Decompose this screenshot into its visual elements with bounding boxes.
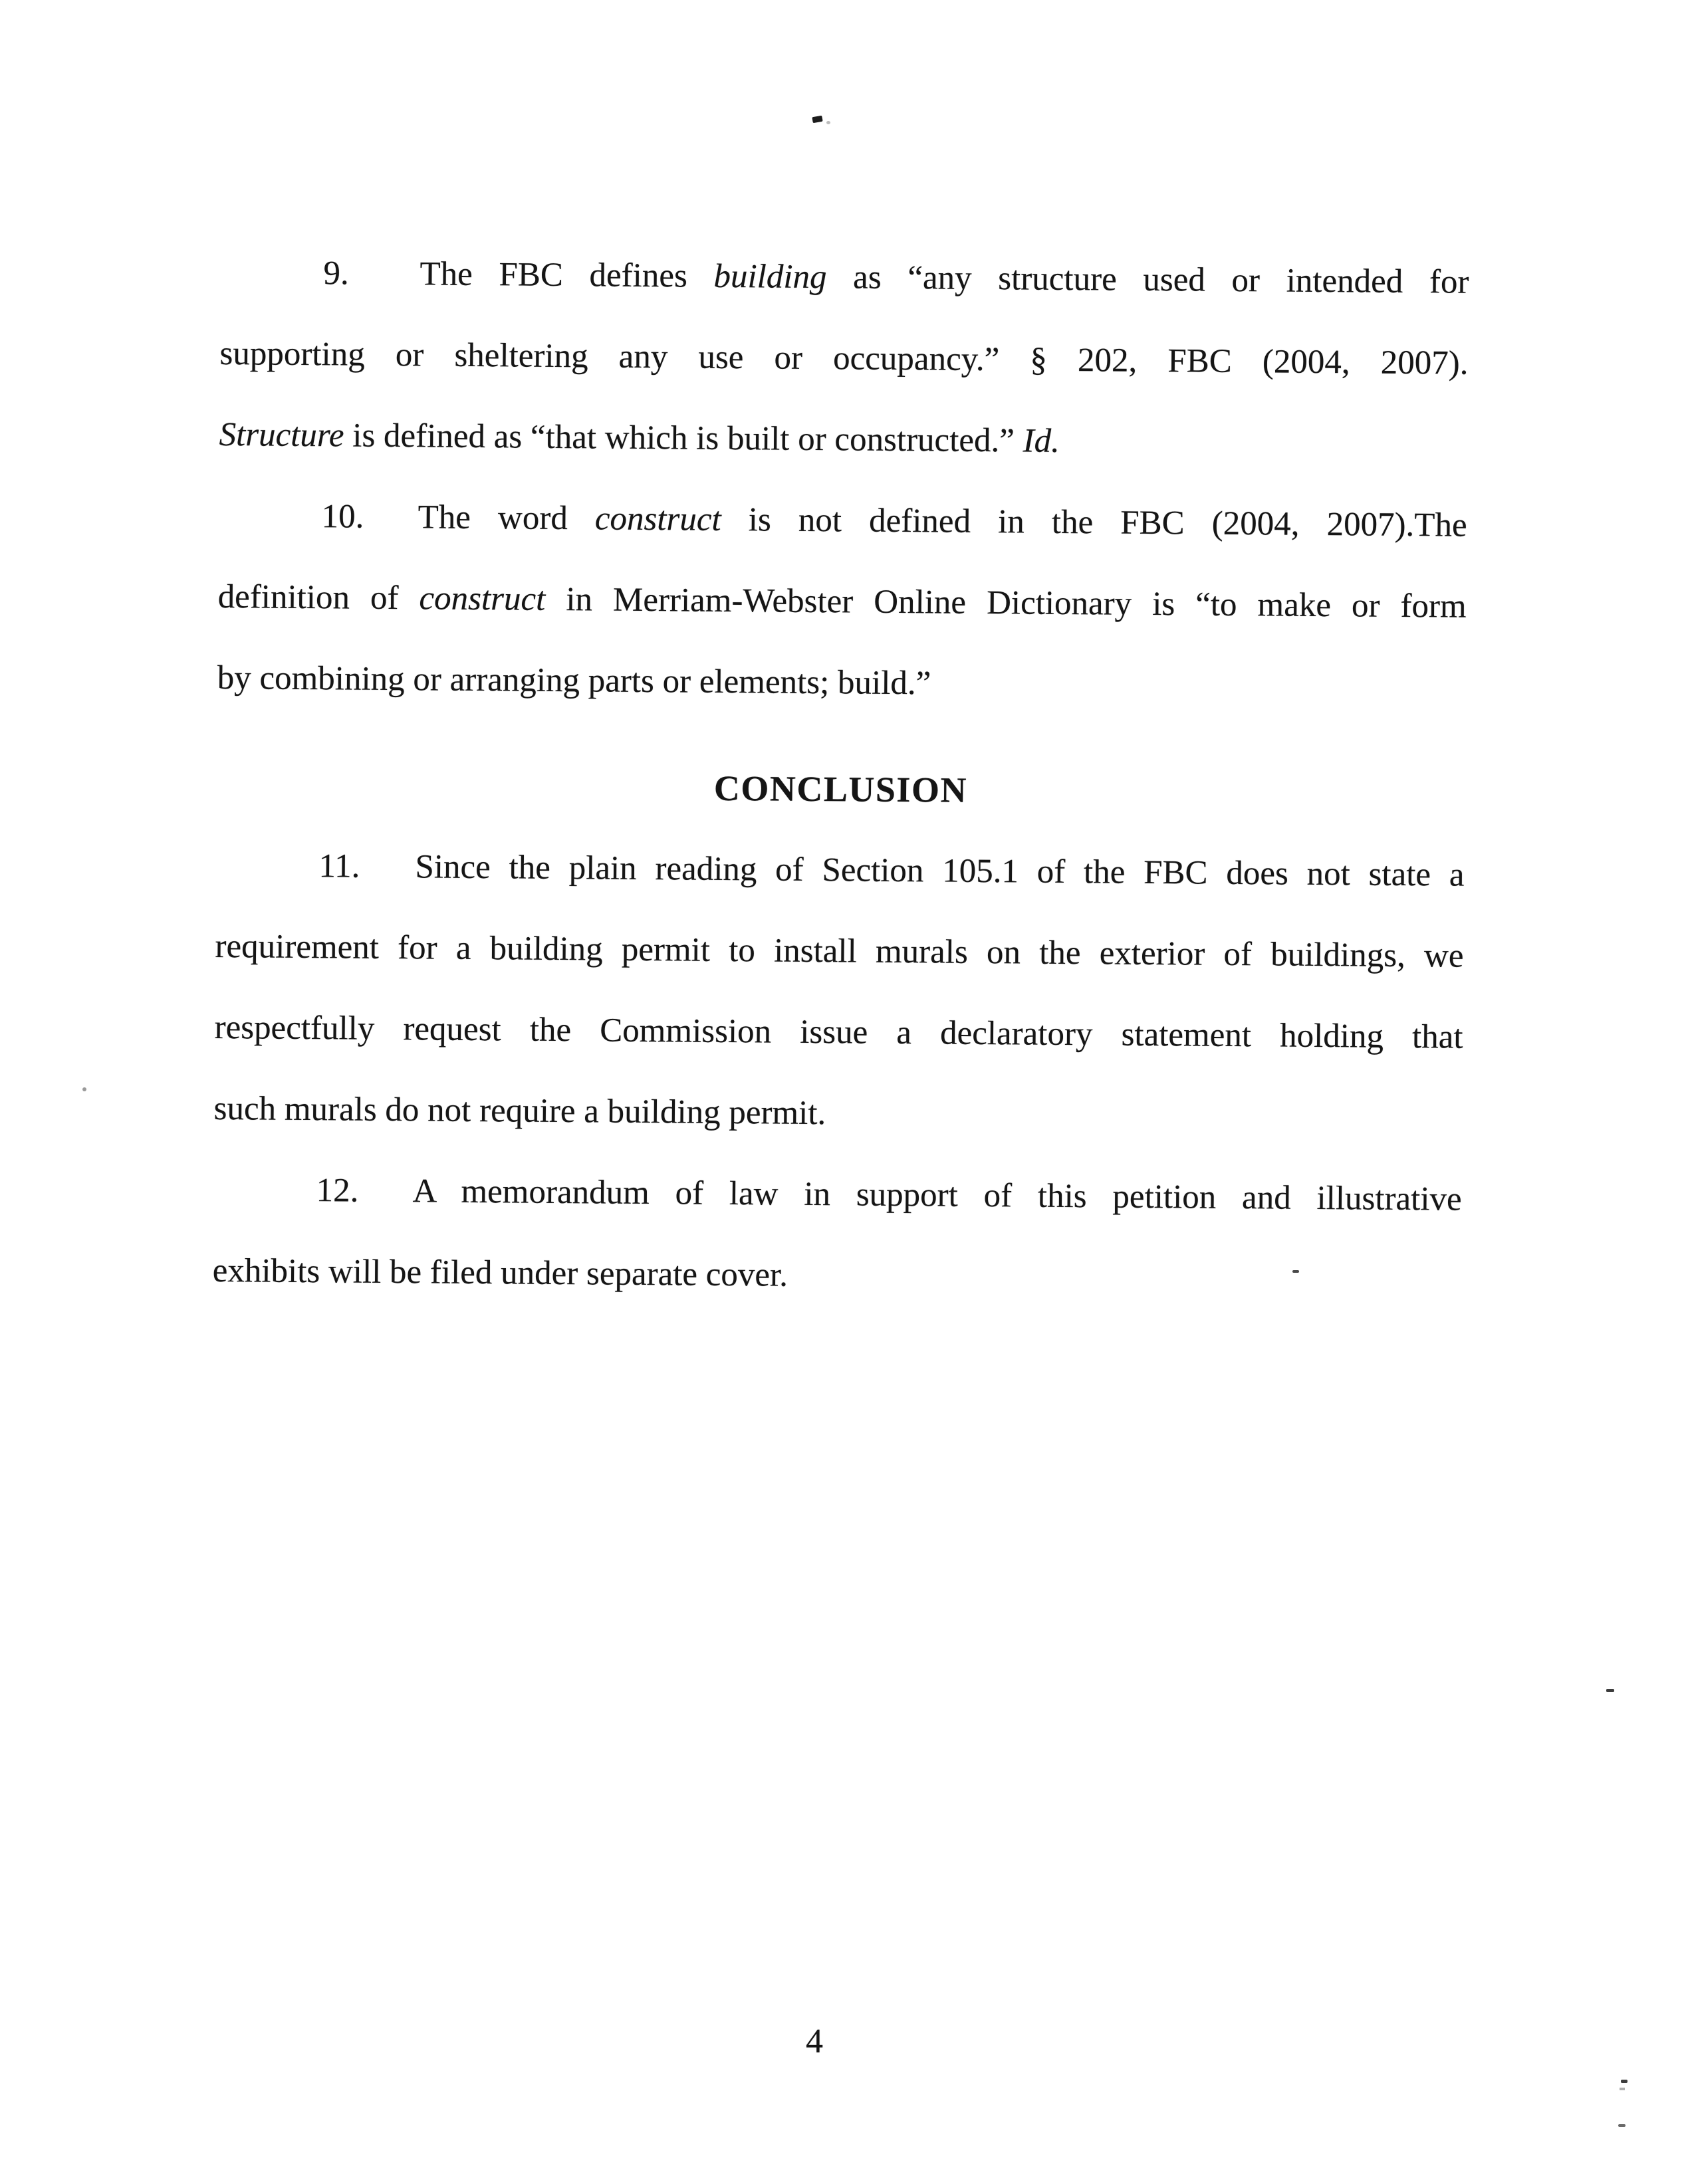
text-run: by combining or arranging parts or elements; build.” [217, 659, 931, 703]
text-run: The FBC defines [420, 255, 714, 295]
text-line [220, 232, 1469, 323]
paragraph-11 [213, 825, 1465, 1159]
text-run: is defined as “that which is built or constructed.” [344, 417, 1023, 460]
paragraph-number: 11. [318, 847, 360, 885]
page-number: 4 [806, 2022, 823, 2060]
text-run: A memorandum of law in support of this petition and illustrative [412, 1172, 1462, 1218]
text-run-italic: construct [419, 580, 546, 618]
paragraph-10 [217, 475, 1467, 728]
text-run: such murals do not require a building permit. [213, 1089, 826, 1133]
paragraph-number: 10. [321, 498, 364, 536]
conclusion-heading: CONCLUSION [713, 768, 968, 810]
text-run-italic: construct [594, 500, 721, 538]
text-line [213, 1149, 1462, 1240]
text-line [212, 1230, 1461, 1321]
text-run: requirement for a building permit to install murals on the exterior of buildings, we [215, 927, 1464, 975]
scan-speck [812, 116, 822, 123]
text-line [215, 825, 1465, 916]
scan-speck [1618, 2124, 1626, 2127]
text-line [217, 556, 1467, 647]
text-run: supporting or sheltering any use or occupancy.” § 202, FBC (2004, 2007). [219, 334, 1469, 382]
paragraph-12 [212, 1149, 1462, 1321]
scan-speck [1620, 2088, 1625, 2090]
paragraph-number: 9. [323, 255, 349, 292]
text-line [215, 906, 1464, 997]
text-run: exhibits will be filed under separate cover. [212, 1252, 788, 1294]
text-run-italic: Structure [219, 415, 344, 455]
text-run: definition of [217, 578, 420, 617]
scan-speck [1606, 1689, 1614, 1692]
text-run: The word [418, 498, 596, 538]
text-run-italic: building [713, 257, 827, 296]
text-line [219, 394, 1468, 485]
text-line [213, 1068, 1463, 1159]
text-run: as “any structure used or intended for [826, 259, 1469, 301]
scan-speck [1292, 1270, 1299, 1273]
paragraph-number: 12. [316, 1172, 359, 1210]
paragraph-9 [219, 232, 1469, 485]
text-line [214, 987, 1463, 1078]
text-run: is not defined in the FBC (2004, 2007).The [721, 500, 1467, 544]
text-run: Since the plain reading of Section 105.1 of the FBC does not state a [415, 848, 1465, 894]
text-run-italic: Id. [1023, 422, 1060, 460]
scan-speck [826, 121, 830, 124]
text-line [218, 475, 1467, 566]
text-line [217, 637, 1466, 728]
scan-speck [1621, 2080, 1628, 2083]
text-run: respectfully request the Commission issue a declaratory statement holding that [214, 1008, 1463, 1056]
text-run: in Merriam-Webster Online Dictionary is “to make or form [545, 580, 1467, 625]
scan-speck [82, 1087, 86, 1091]
text-block [212, 232, 1469, 1321]
text-line [219, 313, 1469, 404]
